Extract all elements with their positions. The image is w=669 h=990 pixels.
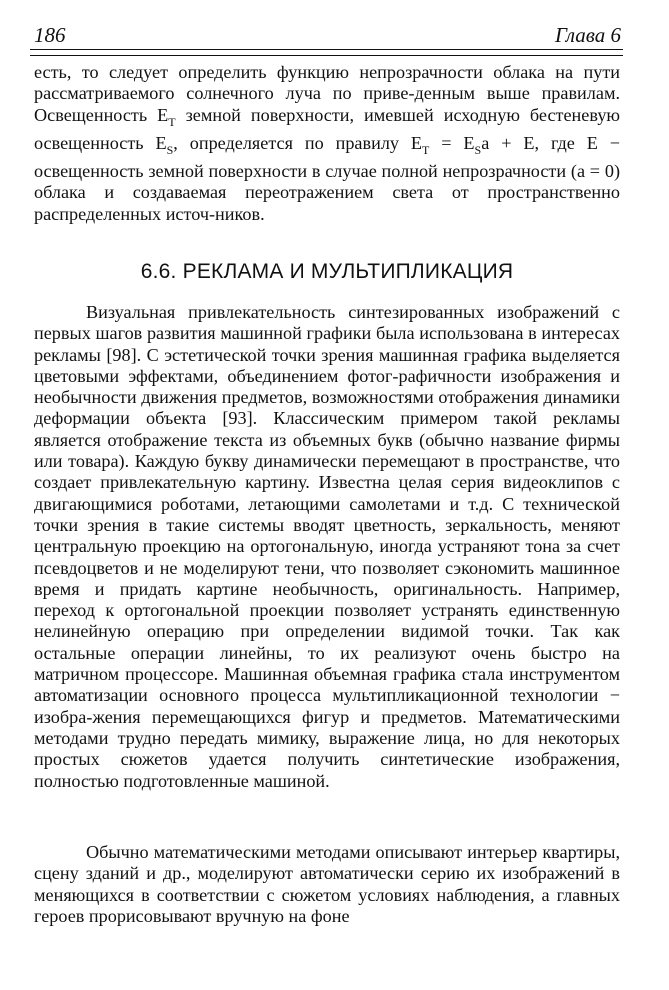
p1-text-5: a + E, где E − освещенность земной поверхности в случае полной непрозрачности (a = 0) облака и создаваемая переотражением света от пространственно распределенных источ-ников. (34, 132, 621, 224)
p1-sub-t: T (168, 114, 176, 129)
p1-sub-t2: T (422, 142, 430, 157)
running-head (34, 22, 621, 48)
header-double-rule (30, 49, 623, 56)
p1-sub-s2: S (474, 142, 482, 157)
p1-sub-s: S (166, 142, 174, 157)
p1-text-2: земной поверхности, имевшей исходную бестеневую освещенность E (34, 104, 620, 153)
paragraph-3: Обычно математическими методами описывают интерьер квартиры, сцену зданий и др., моделируют автоматически серию их изображений в меняющихся в соответствии с сюжетом условиях наблюдения, а главных героев прорисовывают вручную на фоне (34, 842, 620, 926)
p1-text-3: , определяется по правилу E (173, 132, 423, 153)
paragraph-2: Визуальная привлекательность синтезированных изображений с первых шагов развития машинной графики была использована в интересах рекламы [98]. С эстетической точки зрения машинная графика выделяется цветовыми эффектами, объединением фотог-рафичности изображения и необычности движения предметов, возможностями отображения динамики деформации объекта [93]. Классическим примером такой рекламы является отображение текста из объемных букв (обычно название фирмы или товара). Каждую букву динамически перемещают в пространстве, что создает привлекательную картину. Известна целая серия видеоклипов с двигающимися роботами, летающими самолетами и т.д. С технической точки зрения в такие системы вводят цветность, зеркальность, меняют центральную проекцию на ортогональную, иногда устраняют тона за счет псевдоцветов и не моделируют тени, что позволяет сэкономить машинное время и придать картине необычность, оригинальность. Например, переход к ортогональной проекции позволяет устранять единственную нелинейную операцию при определении видимой точки. Так как остальные операции линейны, то их реализуют очень быстро на матричном процессоре. Машинная объемная графика стала инструментом автоматизации основного процесса мультипликационной технологии − изобра-жения перемещающихся фигур и предметов. Математическими методами трудно передать мимику, выражение лица, но для некоторых простых сюжетов удается получить синтетические изображения, полностью подготовленные машиной. (34, 302, 620, 791)
p1-text-4: = E (429, 132, 475, 153)
section-heading: 6.6. РЕКЛАМА И МУЛЬТИПЛИКАЦИЯ (140, 260, 514, 283)
page-number: 186 (34, 23, 66, 47)
p1-text-1: есть, то следует определить функцию непрозрачности облака на пути рассматриваемого солнечного луча по приве-денным выше правилам. Освещенность E (34, 62, 620, 125)
chapter-title: Глава 6 (555, 23, 621, 47)
paragraph-1 (34, 62, 620, 225)
